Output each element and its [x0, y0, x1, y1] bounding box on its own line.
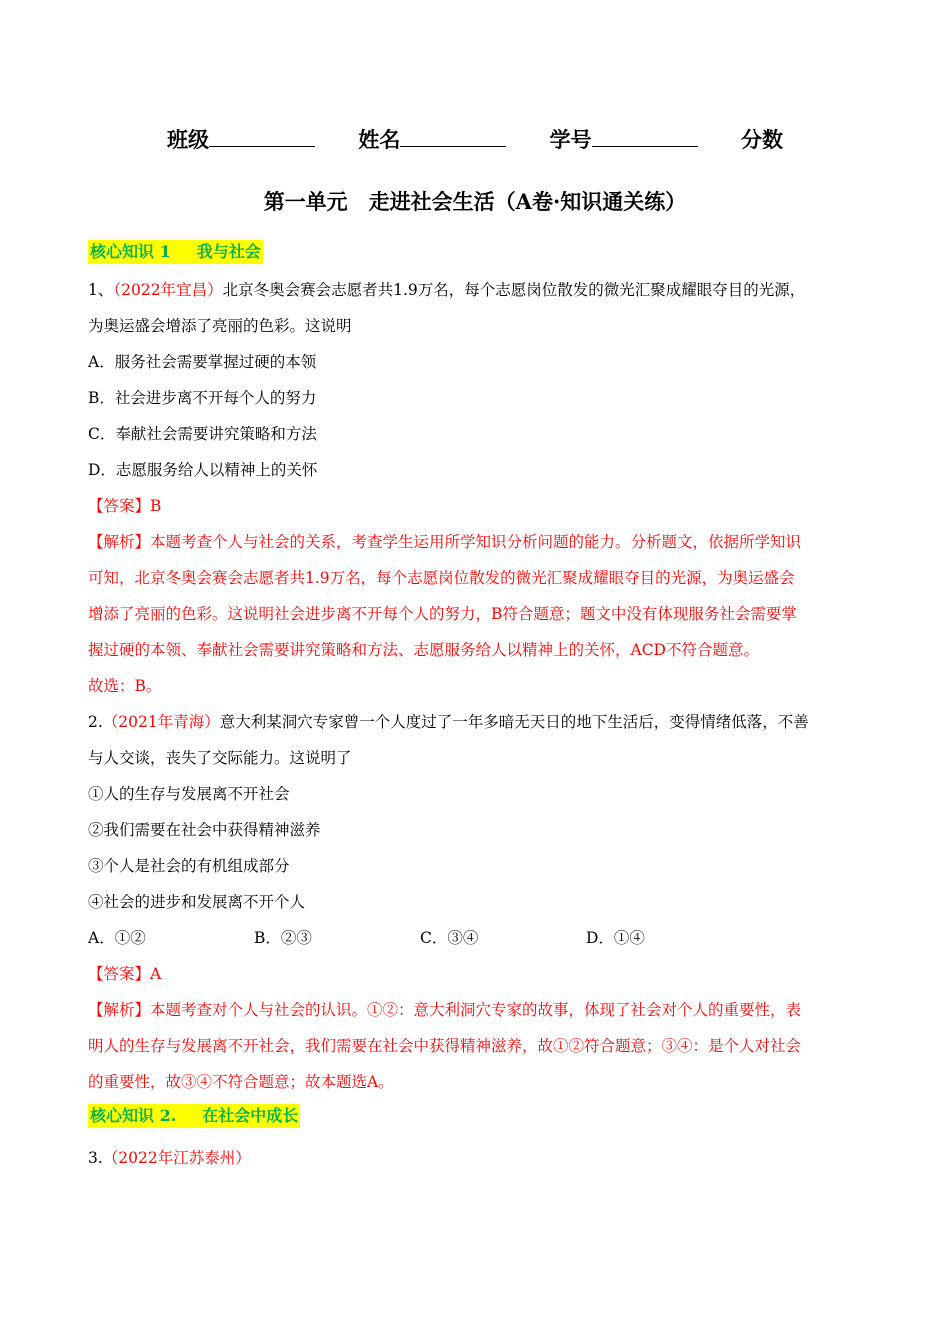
question-2-option-d: D．①④	[586, 929, 645, 947]
question-2-stem-text-1: 意大利某洞穴专家曾一个人度过了一年多暗无天日的地下生活后，变得情绪低落，不善	[219, 713, 809, 731]
question-1-stem-text-1: 北京冬奥会赛会志愿者共1.9万名，每个志愿岗位散发的微光汇聚成耀眼夺目的光源，	[222, 281, 806, 299]
question-2-analysis-line-3: 的重要性，故③④不符合题意；故本题选A。	[88, 1073, 394, 1091]
score-label: 分数	[740, 127, 783, 152]
question-2-statement-2: ②我们需要在社会中获得精神滋养	[88, 821, 321, 839]
student-id-blank	[592, 128, 698, 147]
question-2	[88, 704, 863, 1100]
question-1-analysis-line-3: 增添了亮丽的色彩。这说明社会进步离不开每个人的努力，B符合题意；题文中没有体现服务社会需要掌	[88, 605, 797, 623]
section-1-heading	[88, 240, 263, 264]
question-1-stem-line-1	[88, 272, 863, 308]
question-2-statement-3: ③个人是社会的有机组成部分	[88, 857, 290, 875]
question-1-number: 1、	[88, 281, 114, 299]
name-blank	[400, 128, 506, 147]
question-3-source: （2022年江苏泰州）	[102, 1149, 251, 1167]
class-field	[167, 124, 315, 154]
question-1-option-b: B．社会进步离不开每个人的努力	[88, 389, 317, 407]
document-title: 第一单元 走进社会生活（A卷·知识通关练）	[263, 189, 687, 214]
question-3-number: 3.	[88, 1149, 103, 1167]
question-1-stem-line-2: 为奥运盛会增添了亮丽的色彩。这说明	[88, 317, 352, 335]
question-2-statement-1: ①人的生存与发展离不开社会	[88, 785, 290, 803]
question-1-source: （2022年宜昌）	[113, 281, 223, 299]
section-2-heading	[88, 1104, 300, 1128]
question-1-option-c: C．奉献社会需要讲究策略和方法	[88, 425, 317, 443]
question-2-source: （2021年青海）	[102, 713, 220, 731]
question-1-analysis-line-2: 可知，北京冬奥会赛会志愿者共1.9万名，每个志愿岗位散发的微光汇聚成耀眼夺目的光源，为奥运盛会	[88, 569, 795, 587]
score-field	[741, 124, 783, 154]
student-id-field	[550, 124, 698, 154]
question-1-answer: 【答案】B	[88, 497, 162, 515]
question-2-statement-4: ④社会的进步和发展离不开个人	[88, 893, 306, 911]
question-2-options	[88, 920, 863, 956]
question-2-stem-line-1	[88, 704, 863, 740]
question-1-option-d: D．志愿服务给人以精神上的关怀	[88, 461, 318, 479]
student-info-row	[0, 124, 950, 154]
question-1-analysis-line-1: 【解析】本题考查个人与社会的关系，考查学生运用所学知识分析问题的能力。分析题文，依据所学知识	[88, 533, 802, 551]
question-2-option-b: B．②③	[254, 929, 312, 947]
question-2-option-a: A．①②	[88, 929, 146, 947]
question-2-analysis-line-2: 明人的生存与发展离不开社会，我们需要在社会中获得精神滋养，故①②符合题意；③④：是个人对社会	[88, 1037, 802, 1055]
question-2-analysis-line-1: 【解析】本题考查对个人与社会的认识。①②：意大利洞穴专家的故事，体现了社会对个人的重要性，表	[88, 1001, 802, 1019]
section-2-number: 核心知识 2.	[90, 1106, 177, 1125]
section-2-heading-row	[88, 1100, 863, 1140]
name-label: 姓名	[358, 127, 401, 152]
question-2-number: 2.	[88, 713, 103, 731]
question-2-option-c: C．③④	[420, 929, 479, 947]
class-blank	[209, 128, 315, 147]
question-2-stem-line-2: 与人交谈，丧失了交际能力。这说明了	[88, 749, 352, 767]
name-field	[358, 124, 506, 154]
question-1-analysis-line-4: 握过硬的本领、奉献社会需要讲究策略和方法、志愿服务给人以精神上的关怀，ACD不符合题意。	[88, 641, 759, 659]
question-1-option-a: A．服务社会需要掌握过硬的本领	[88, 353, 317, 371]
question-3-stem-line-1	[88, 1140, 863, 1176]
section-1-number: 核心知识 1	[90, 242, 171, 261]
student-id-label: 学号	[549, 127, 592, 152]
question-3	[88, 1140, 863, 1176]
question-1-conclusion: 故选：B。	[88, 677, 162, 695]
section-1-title: 我与社会	[196, 242, 261, 261]
document-content	[88, 240, 863, 1176]
section-2-title: 在社会中成长	[202, 1106, 299, 1125]
class-label: 班级	[167, 127, 210, 152]
section-1-heading-row	[88, 240, 863, 272]
question-1	[88, 272, 863, 704]
question-2-answer: 【答案】A	[88, 965, 162, 983]
